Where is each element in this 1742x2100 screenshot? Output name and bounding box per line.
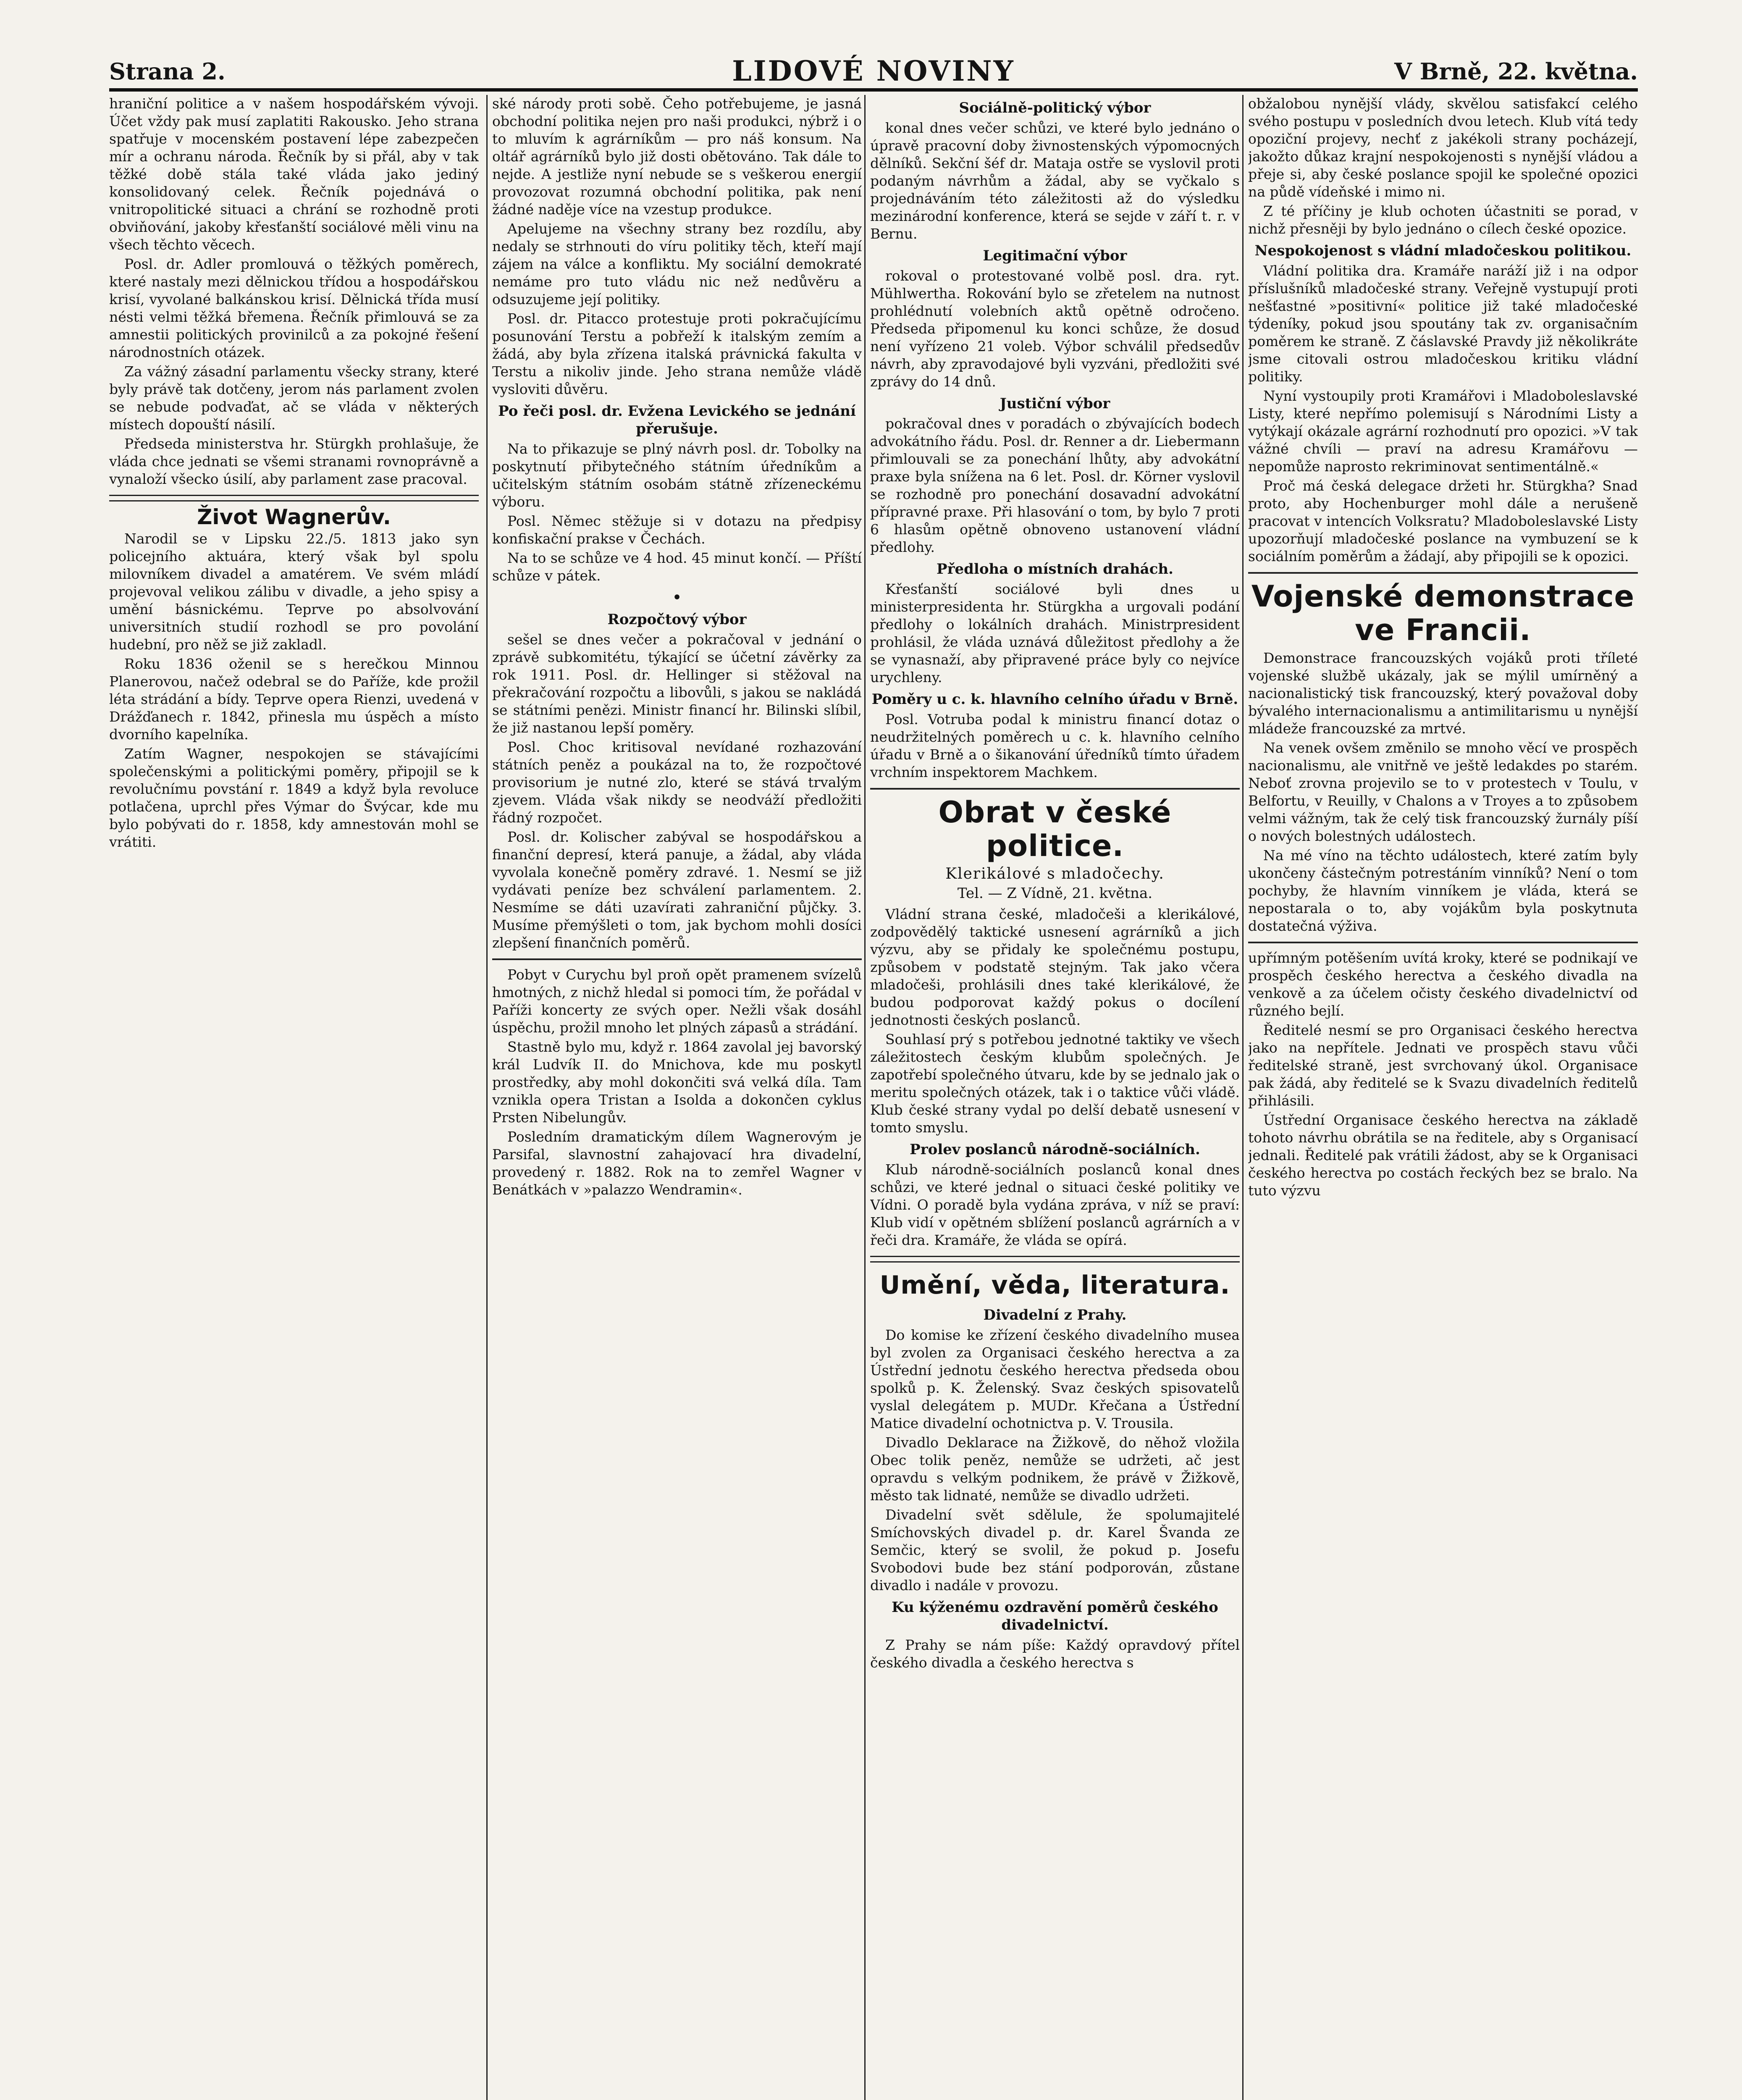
article-paragraph: Posl. Choc kritisoval nevídané rozhazování státních peněz a poukázal na to, že rozpočtové provisorium je nutné zlo, které se stává trvalým zjevem. Vláda však nikdy se neodváží předložiti řádný rozpočet. (492, 739, 862, 826)
section-divider (492, 958, 862, 960)
column-rule (486, 95, 488, 2100)
article-headline: Vojenské demonstrace ve Francii. (1251, 579, 1635, 647)
article-paragraph: Pobyt v Curychu byl proň opět pramenem svízelů hmotných, z nichž hledal si pomoci tím, že pořádal v Paříži koncerty ze svých oper. Nežli však dosáhl úspěchu, prožil mnoho let plných zápasů a strádání. (492, 966, 862, 1036)
article-paragraph: Posl. Votruba podal k ministru financí dotaz o neudržitelných poměrech u c. k. hlavního celního úřadu v Brně a o šikanování úředníků tímto úřadem vrchním inspektorem Machkem. (870, 711, 1240, 780)
article-paragraph: sešel se dnes večer a pokračoval v jednání o zprávě subkomitétu, týkající se účetní závěrky za rok 1911. Posl. dr. Hellinger si stěžoval na překračování rozpočtu a libovůli, s jakou se nakládá se státními penězi. Ministr financí hr. Bilinski slíbil, že již nastanou lepší poměry. (492, 631, 862, 736)
column-rule (1242, 95, 1244, 2100)
article-paragraph: Zatím Wagner, nespokojen se stávajícími společenskými a politickými poměry, připojil se k revolučnímu povstání r. 1849 a když byla revoluce potlačena, uprchl přes Výmar do Švýcar, kde mu bylo pobývati do r. 1858, kdy amnestován mohl se vrátiti. (109, 746, 479, 850)
column-2 (492, 95, 862, 2100)
section-subhead: Justiční výbor (1000, 395, 1110, 412)
article-paragraph: Posl. Němec stěžuje si v dotazu na předpisy konfiskační prakse v Čechách. (492, 513, 862, 547)
article-paragraph: Na mé víno na těchto událostech, které zatím byly ukončeny částečným potrestáním vinníků? Není o tom pochyby, že hlavním vinníkem je vláda, která se nepostarala o to, aby vojákům byla poskytnuta dostatečná výživa. (1248, 847, 1638, 934)
article-paragraph: Do komise ke zřízení českého divadelního musea byl zvolen za Organisaci českého herectva a za Ústřední jednotu českého herectva předseda obou spolků p. K. Želenský. Svaz českých spisovatelů vyslal delegátem p. MUDr. Křečana a Ústřední Matice divadelní ochotnictva p. V. Trousila. (870, 1327, 1240, 1431)
article-paragraph: Posledním dramatickým dílem Wagnerovým je Parsifal, slavnostní zahajovací hra divadelní, provedený r. 1882. Rok na to zemřel Wagner v Benátkách v »palazzo Wendramin«. (492, 1129, 862, 1198)
article-paragraph: Ředitelé nesmí se pro Organisaci českého herectva jako na nepřítele. Jednati ve prospěch stavu vůči ředitelské straně, jest svrchovaný úkol. Organisace pak žádá, aby ředitelé se k Svazu divadelních ředitelů přihlásili. (1248, 1022, 1638, 1109)
article-headline: Umění, věda, literatura. (879, 1270, 1230, 1300)
column-rule (864, 95, 866, 2100)
column-4 (1248, 95, 1638, 2100)
section-subhead: Poměry u c. k. hlavního celního úřadu v Brně. (871, 691, 1238, 708)
article-paragraph: Nyní vystoupily proti Kramářovi i Mladoboleslavské Listy, které nepřímo polemisují s Národními Listy a vytýkají okázale agrární rozhodnutí pro opozici. »V tak vážné chvíli — praví na adresu Kramářovu — nepomůže naprosto rekriminovat sentimentálně.« (1248, 388, 1638, 475)
section-divider (870, 788, 1240, 790)
column-3 (870, 95, 1240, 2100)
article-paragraph: konal dnes večer schůzi, ve které bylo jednáno o úpravě pracovní doby živnostenských výpomocných dělníků. Sekční šéf dr. Mataja ostře se vyslovil proti podaným návrhům a žádal, aby se vyčkalo s projednáváním této záležitosti až do výsledku mezinárodní konference, která se sejde v září t. r. v Bernu. (870, 120, 1240, 242)
article-paragraph: rokoval o protestované volbě posl. dra. ryt. Mühlwertha. Rokování bylo se zřetelem na nutnost prohlédnutí volebních aktů opětně odročeno. Předseda připomenul ku konci schůze, že dosud není vyřízeno 21 voleb. Výbor schválil předsedův návrh, aby zpravodajové byli vyzváni, předložiti své zprávy do 14 dnů. (870, 268, 1240, 390)
article-paragraph: Na to se schůze ve 4 hod. 45 minut končí. — Příští schůze v pátek. (492, 550, 862, 584)
article-paragraph: Souhlasí prý s potřebou jednotné taktiky ve všech záležitostech českým klubům společných. Je zapotřebí společného útvaru, kde by se jednalo jak o meritu společných otázek, tak i o taktice vůči vládě. Klub české strany vydal po delší debatě usnesení v tomto smyslu. (870, 1031, 1240, 1136)
article-paragraph: Posl. dr. Pitacco protestuje proti pokračujícímu posunování Terstu a pobřeží k italským zemím a žádá, aby byla zřízena italská právnická fakulta v Terstu a nikoliv jinde. Jeho strana nemůže vládě vysloviti důvěru. (492, 310, 862, 397)
article-paragraph: Vládní strana české, mladočeši a klerikálové, zodpovědělý taktické usnesení agrárníků a jich výzvu, aby se přidaly ke společnému postupu, způsobem v podstatě stejným. Tak jako včera mladočeši, prohlásili dnes také klerikálové, že budou podporovat každý pokus o docílení jednotnosti českých poslanců. (870, 906, 1240, 1028)
article-paragraph: Divadelní svět sdělule, že spolumajitelé Smíchovských divadel p. dr. Karel Švanda ze Semčic, který se svolil, že pokud p. Josefu Svobodovi bude bez stání podporován, zůstane divadlo i nadále v provozu. (870, 1507, 1240, 1593)
article-paragraph: Z Prahy se nám píše: Každý opravdový přítel českého divadla a českého herectva s (870, 1637, 1240, 1671)
section-subhead: Rozpočtový výbor (607, 611, 747, 628)
article-paragraph: upřímným potěšením uvítá kroky, které se podnikají ve prospěch českého herectva a českého divadla na venkově a za účelem očisty českého divadelnictví od různého bejlí. (1248, 950, 1638, 1019)
article-paragraph: Divadlo Deklarace na Žižkově, do něhož vložila Obec tolik peněz, nemůže se udržeti, ač jest opravdu s velkým podnikem, že právě v Žižkově, město tak lidnaté, nemůže se divadlo udržeti. (870, 1434, 1240, 1504)
article-paragraph: Apelujeme na všechny strany bez rozdílu, aby nedaly se strhnouti do víru politiky těch, kteří mají zájem na válce a konfliktu. My sociální demokraté nemáme pro tuto vládu nic než nedůvěru a odsuzujeme její politiky. (492, 220, 862, 307)
section-divider (1248, 942, 1638, 943)
section-divider (109, 495, 479, 501)
article-paragraph: Posl. dr. Adler promlouvá o těžkých poměrech, které nastaly mezi dělnickou třídou a hospodářskou krisí, vyvolané balkánskou krisí. Dělnická třída musí nésti velmi těžká břemena. Řečník přimlouvá se za amnestii politických provinilců a za pokojné řešení národnostních otázek. (109, 256, 479, 360)
article-paragraph: Roku 1836 oženil se s herečkou Minnou Planerovou, načež odebral se do Paříže, kde prožil léta strádání a bídy. Teprve opera Rienzi, uvedená v Drážďanech r. 1842, přinesla mu úspěch a místo dvorního kapelníka. (109, 656, 479, 743)
masthead (109, 55, 1638, 92)
section-subhead: Divadelní z Prahy. (983, 1307, 1127, 1323)
section-ornament: • (672, 588, 682, 607)
article-paragraph: obžalobou nynější vlády, skvělou satisfakcí celého svého postupu v posledních dvou letech. Klub vítá tedy opoziční projevy, nechť z jakékoli strany pocházejí, jakožto důkaz krajní nespokojenosti s nynější vládou a přeje si, aby české poslance spojil ke společné opozici na půdě vídeňské i mimo ni. (1248, 95, 1638, 200)
section-subhead: Sociálně-politický výbor (959, 100, 1151, 116)
page-number: Strana 2. (109, 58, 226, 85)
article-paragraph: Předseda ministerstva hr. Stürgkh prohlašuje, že vláda chce jednati se všemi stranami rovnoprávně a vynaloží všecko úsilí, aby parlament zase pracoval. (109, 436, 479, 487)
article-paragraph: ské národy proti sobě. Čeho potřebujeme, je jasná obchodní politika nejen pro naši produkci, nýbrž i o to mluvím k agrárníkům — pro náš konsum. Na oltář agrárníků bylo již dosti obětováno. Tak dále to nejde. A jestliže nyní nebude se s veškerou energií provozovat rozumná obchodní politika, pak není žádné naděje více na vzestup produkce. (492, 95, 862, 218)
section-subhead: Nespokojenost s vládní mladočeskou politikou. (1254, 242, 1632, 259)
section-subhead: Po řeči posl. dr. Evžena Levického se jednání přerušuje. (498, 403, 856, 437)
issue-dateline: V Brně, 22. května. (1394, 58, 1638, 85)
article-paragraph: Z té příčiny je klub ochoten účastniti se porad, v nichž přesněji by bylo jednáno o cílech české opozice. (1248, 203, 1638, 237)
section-divider (870, 1256, 1240, 1263)
article-paragraph: hraniční politice a v našem hospodářském vývoji. Účet vždy pak musí zaplatiti Rakousko. Jeho strana spatřuje v mocenském postavení lépe zabezpečen mír a ochranu národa. Řečník by si přál, aby v tak těžké době stála také vláda jako jediný konsolidovaný celek. Řečník pojednává o vnitropolitické situaci a chrání se rozhodně proti obviňování, jakoby křesťanští sociálové měli vinu na všech těchto věcech. (109, 95, 479, 253)
article-paragraph: Klub národně-sociálních poslanců konal dnes schůzi, ve které jednal o situaci české politiky ve Vídni. O poradě byla vydána zpráva, v níž se praví: Klub vidí v opětném sblížení poslanců agrárních a v řeči dra. Kramáře, že vláda se opírá. (870, 1161, 1240, 1248)
section-subhead: Prolev poslanců národně-sociálních. (910, 1141, 1200, 1158)
section-subhead: Předloha o místních drahách. (937, 561, 1173, 578)
column-1 (109, 95, 479, 2100)
article-paragraph: Na to přikazuje se plný návrh posl. dr. Tobolky na poskytnutí přibytečného státním úředníkům a učitelským státním osobám státně zřízeneckému výboru. (492, 441, 862, 510)
article-headline: Obrat v české politice. (938, 795, 1172, 863)
article-paragraph: Vládní politika dra. Kramáře naráží již i na odpor příslušníků mladočeské strany. Veřejně vystupují proti nešťastné »positivní« politice již také mladočeské týdeníky, pokud jsou spoutány tak zv. organisačním poměrem ke straně. Z čáslavské Pravdy již několikráte jsme citovali ostrou mladočeskou kritiku vládní politiky. (1248, 262, 1638, 385)
section-subhead: Ku kýženému ozdravění poměrů českého divadelnictví. (892, 1599, 1218, 1633)
article-paragraph: Ústřední Organisace českého herectva na základě tohoto návrhu obrátila se na ředitele, aby s Organisací jednali. Ředitelé pak vrátili žádost, aby se k Organisaci českého herectva po costách řeckých bez se bralo. Na tuto výzvu (1248, 1112, 1638, 1199)
article-paragraph: pokračoval dnes v poradách o zbývajících bodech advokátního řádu. Posl. dr. Renner a dr. Liebermann přimlouvali se za ponechání lhůty, aby advokátní praxe byla snížena na 6 let. Posl. dr. Körner vyslovil se rozhodně pro ponechání dosavadní advokátní přípravné praxe. Při hlasování o tom, by bylo 7 proti 6 hlasům opětně obnoveno ustanovení vládní předlohy. (870, 415, 1240, 555)
article-paragraph: Posl. dr. Kolischer zabýval se hospodářskou a finanční depresí, která panuje, a žádal, aby vláda vyvolala konečně poměry zdravé. 1. Nesmí se již vydávati peníze bez schválení parlamentem. 2. Nesmíme se dáti uzavírati zahraniční půjčky. 3. Musíme přemýšleti o tom, jak bychom mohli dosíci zlepšení finančních poměrů. (492, 829, 862, 951)
section-subhead: Legitimační výbor (983, 247, 1127, 264)
article-paragraph: Za vážný zásadní parlamentu všecky strany, které byly právě tak dotčeny, jerom nás parlament zvolen se nebude podvaďat, ač se vláda v některých místech dopouští násilí. (109, 363, 479, 433)
article-kicker: Klerikálové s mladočechy. (945, 865, 1165, 882)
newspaper-title: LIDOVÉ NOVINY (732, 55, 1015, 87)
article-paragraph: Narodil se v Lipsku 22./5. 1813 jako syn policejního aktuára, který však byl spolu milovníkem divadel a amatérem. Ve svém mládí projevoval velikou zálibu v divadle, a jeho spisy a umění básnickému. Teprve po absolvování universitních studií rozhodl se pro povolání hudební, pro něž se již zakladl. (109, 530, 479, 653)
article-paragraph: Proč má česká delegace držeti hr. Stürgkha? Snad proto, aby Hochenburger mohl dále a nerušeně pracovat v intencích Volksratu? Mladoboleslavské Listy upozorňují mladočeské poslance na vymbuzení se k sociálním poměrům a žádají, aby připojili se k opozici. (1248, 478, 1638, 564)
article-paragraph: Křesťanští sociálové byli dnes u ministerpresidenta hr. Stürgkha a urgovali podání předlohy o lokálních drahách. Ministrpresident prohlásil, že vláda uznává důležitost předlohy a že se vynasnaží, aby připravené práce byly co nejvíce urychleny. (870, 581, 1240, 685)
article-paragraph: Stastně bylo mu, když r. 1864 zavolal jej bavorský král Ludvík II. do Mnichova, kde mu poskytl prostředky, aby mohl dokončiti svá velká díla. Tam vznikla opera Tristan a Isolda a dokončen cyklus Prsten Nibelungův. (492, 1039, 862, 1126)
article-headline: Život Wagnerův. (197, 505, 391, 529)
article-paragraph: Demonstrace francouzských vojáků proti tříleté vojenské službě ukázaly, jak se mýlil umírněný a nacionalistický tisk francouzský, který považoval doby bývalého internacionalismu a antimilitarismu u nynější mládeže francouzské za mrtvé. (1248, 650, 1638, 737)
section-divider (1248, 572, 1638, 574)
article-dateline: Tel. — Z Vídně, 21. května. (957, 885, 1153, 902)
article-paragraph: Na venek ovšem změnilo se mnoho věcí ve prospěch nacionalismu, ale vnitřně ve ještě ledakdes po starém. Neboť zrovna projevilo se to v protestech v Toulu, v Belfortu, v Reuilly, v Chalons a v Troyes a to způsobem velmi vážným, tak že celý tisk francouzský žurnály píší o nových bolestných událostech. (1248, 740, 1638, 844)
